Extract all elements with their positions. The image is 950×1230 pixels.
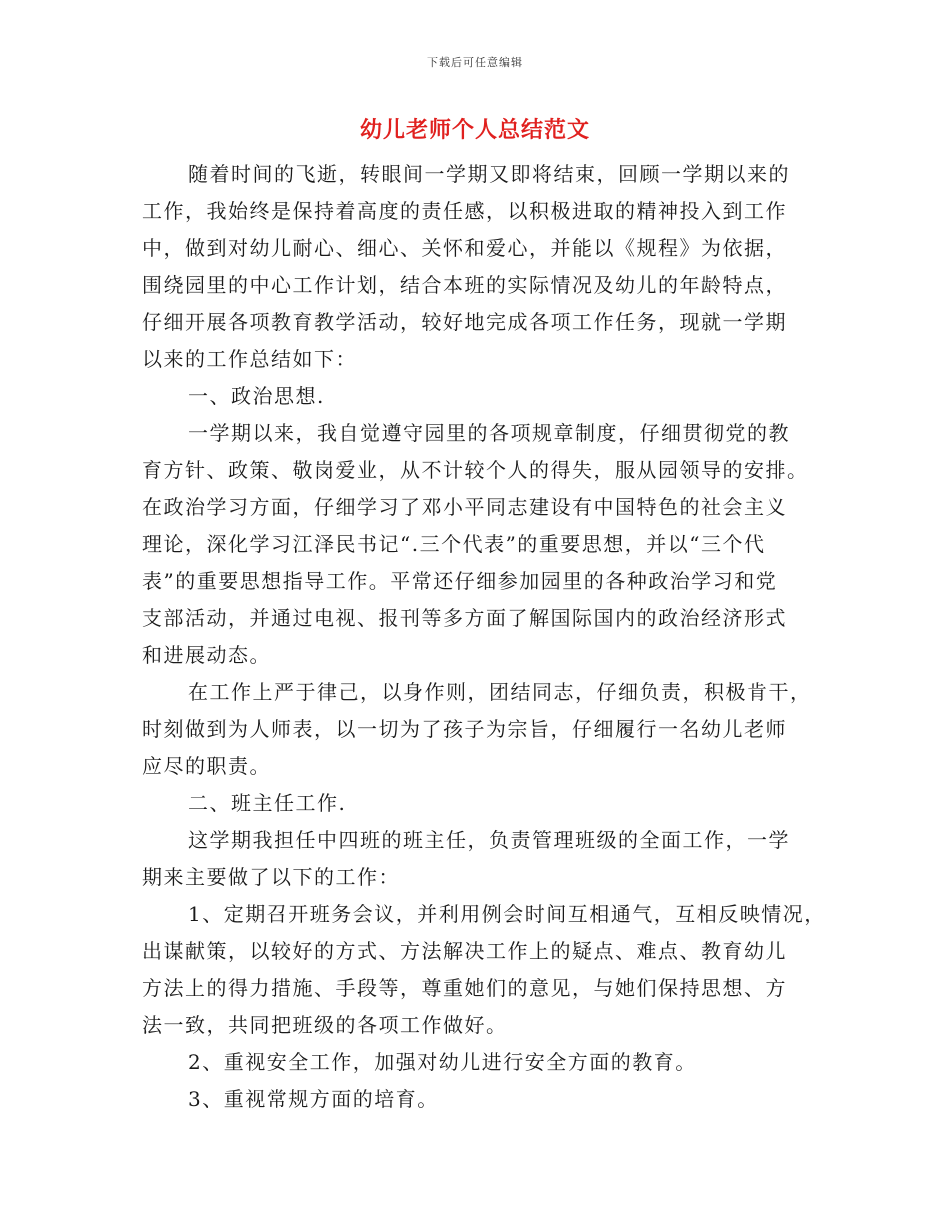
section-heading: 二、班主任工作. [188,791,347,815]
body-line: 一学期以来，我自觉遵守园里的各项规章制度，仔细贯彻党的教 [188,421,790,445]
body-line: 表”的重要思想指导工作。平常还仔细参加园里的各种政治学习和党 [142,569,778,593]
document-title: 幼儿老师个人总结范文 [359,117,590,143]
section-heading: 一、政治思想. [188,384,325,408]
body-line: 出谋献策，以较好的方式、方法解决工作上的疑点、难点、教育幼儿 [142,939,787,963]
body-line: 围绕园里的中心工作计划，结合本班的实际情况及幼儿的年龄特点， [142,273,787,297]
body-line: 1、定期召开班务会议，并利用例会时间互相通气，互相反映情况， [188,902,826,926]
body-line: 2、重视安全工作，加强对幼儿进行安全方面的教育。 [188,1050,697,1074]
body-line: 仔细开展各项教育教学活动，较好地完成各项工作任务，现就一学期 [142,310,787,334]
body-line: 这学期我担任中四班的班主任，负责管理班级的全面工作，一学 [188,828,790,852]
document-body [142,156,826,1118]
body-line: 法一致，共同把班级的各项工作做好。 [142,1013,508,1037]
body-line: 以来的工作总结如下： [142,347,357,371]
body-line: 理论，深化学习江泽民书记“.三个代表”的重要思想，并以“三个代 [142,532,766,556]
body-line: 3、重视常规方面的培育。 [188,1087,439,1111]
body-line: 期来主要做了以下的工作： [142,865,400,889]
body-line: 在政治学习方面，仔细学习了邓小平同志建设有中国特色的社会主义 [142,495,787,519]
body-line: 中，做到对幼儿耐心、细心、关怀和爱心，并能以《规程》为依据， [142,236,787,260]
body-line: 在工作上严于律己，以身作则，团结同志，仔细负责，积极肯干， [188,680,812,704]
body-line: 和进展动态。 [142,643,271,667]
body-line: 方法上的得力措施、手段等，尊重她们的意见，与她们保持思想、方 [142,976,787,1000]
body-line: 应尽的职责。 [142,754,271,778]
header-note: 下载后可任意编辑 [427,56,523,69]
body-line: 随着时间的飞逝，转眼间一学期又即将结束，回顾一学期以来的 [188,162,790,186]
body-line: 工作，我始终是保持着高度的责任感，以积极进取的精神投入到工作 [142,199,787,223]
body-line: 育方针、政策、敬岗爱业，从不计较个人的得失，服从园领导的安排。 [142,458,809,482]
body-line: 时刻做到为人师表，以一切为了孩子为宗旨，仔细履行一名幼儿老师 [142,717,787,741]
body-line: 支部活动，并通过电视、报刊等多方面了解国际国内的政治经济形式 [142,606,787,630]
